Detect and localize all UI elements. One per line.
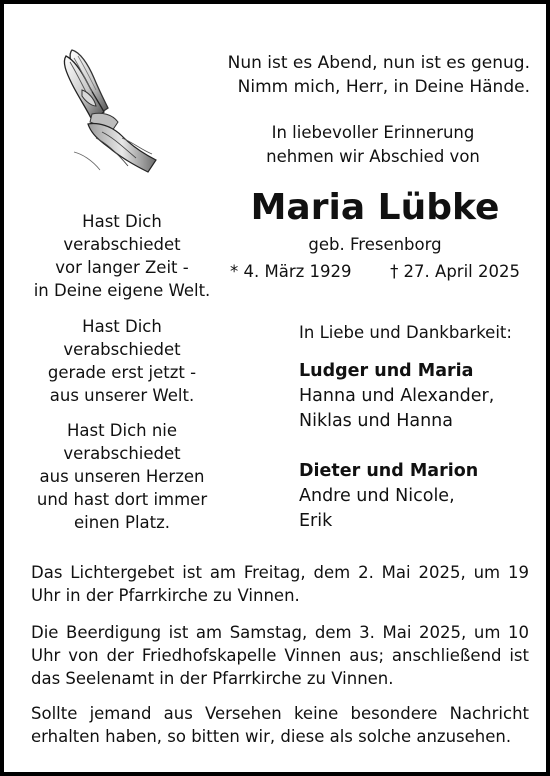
poem-line: verabschiedet (63, 340, 181, 359)
intro-line: nehmen wir Abschied von (266, 147, 480, 166)
poem-line: und hast dort immer (36, 490, 208, 509)
funeral-notice: Die Beerdigung ist am Samstag, dem 3. Mai 2025, um 10 Uhr von der Friedhofskapelle Vinnen aus; anschließend ist das Seelenamt in der Pfarrkirche zu Vinnen. (31, 623, 529, 688)
poem-line: Hast Dich (82, 317, 162, 336)
intro-text (240, 121, 506, 169)
motto-verse (200, 51, 530, 99)
poem-line: verabschiedet (63, 235, 181, 254)
intro-line: In liebevoller Erinnerung (271, 123, 475, 142)
birth-date: * 4. März 1929 (230, 262, 352, 281)
deceased-name: Maria Lübke (250, 187, 500, 228)
poem-line: aus unserer Welt. (49, 386, 195, 405)
poem-line: vor langer Zeit - (55, 258, 189, 277)
poem-line: verabschiedet (63, 444, 181, 463)
life-dates (230, 260, 520, 284)
family-member: Niklas und Hanna (299, 411, 453, 431)
family-group (299, 359, 494, 434)
motto-line: Nun ist es Abend, nun ist es genug. (227, 53, 530, 73)
motto-line: Nimm mich, Herr, in Deine Hände. (237, 77, 530, 97)
family-member: Erik (299, 511, 333, 531)
poem-stanza (22, 210, 222, 302)
poem-line: einen Platz. (73, 513, 171, 532)
family-member: Hanna und Alexander, (299, 386, 495, 406)
poem-stanza (22, 315, 222, 407)
family-head: Ludger und Maria (299, 361, 474, 381)
family-member: Andre und Nicole, (299, 486, 455, 506)
poem-stanza (22, 419, 222, 534)
poem-line: Hast Dich (82, 212, 162, 231)
prayer-notice: Das Lichtergebet ist am Freitag, dem 2. Mai 2025, um 19 Uhr in der Pfarrkirche zu Vinnen. (31, 563, 529, 605)
mourners-heading: In Liebe und Dankbarkeit: (299, 323, 512, 342)
family-group (299, 459, 478, 534)
poem-line: gerade erst jetzt - (47, 363, 197, 382)
praying-hands-icon (52, 42, 168, 174)
poem-line: aus unseren Herzen (39, 467, 205, 486)
poem-line: in Deine eigene Welt. (33, 281, 211, 300)
family-head: Dieter und Marion (299, 461, 479, 481)
poem-line: Hast Dich nie (66, 421, 178, 440)
death-date: † 27. April 2025 (390, 262, 520, 281)
birth-name: geb. Fresenborg (308, 235, 442, 254)
closing-note: Sollte jemand aus Versehen keine besondere Nachricht erhalten haben, so bitten wir, diese als solche anzusehen. (31, 704, 529, 746)
